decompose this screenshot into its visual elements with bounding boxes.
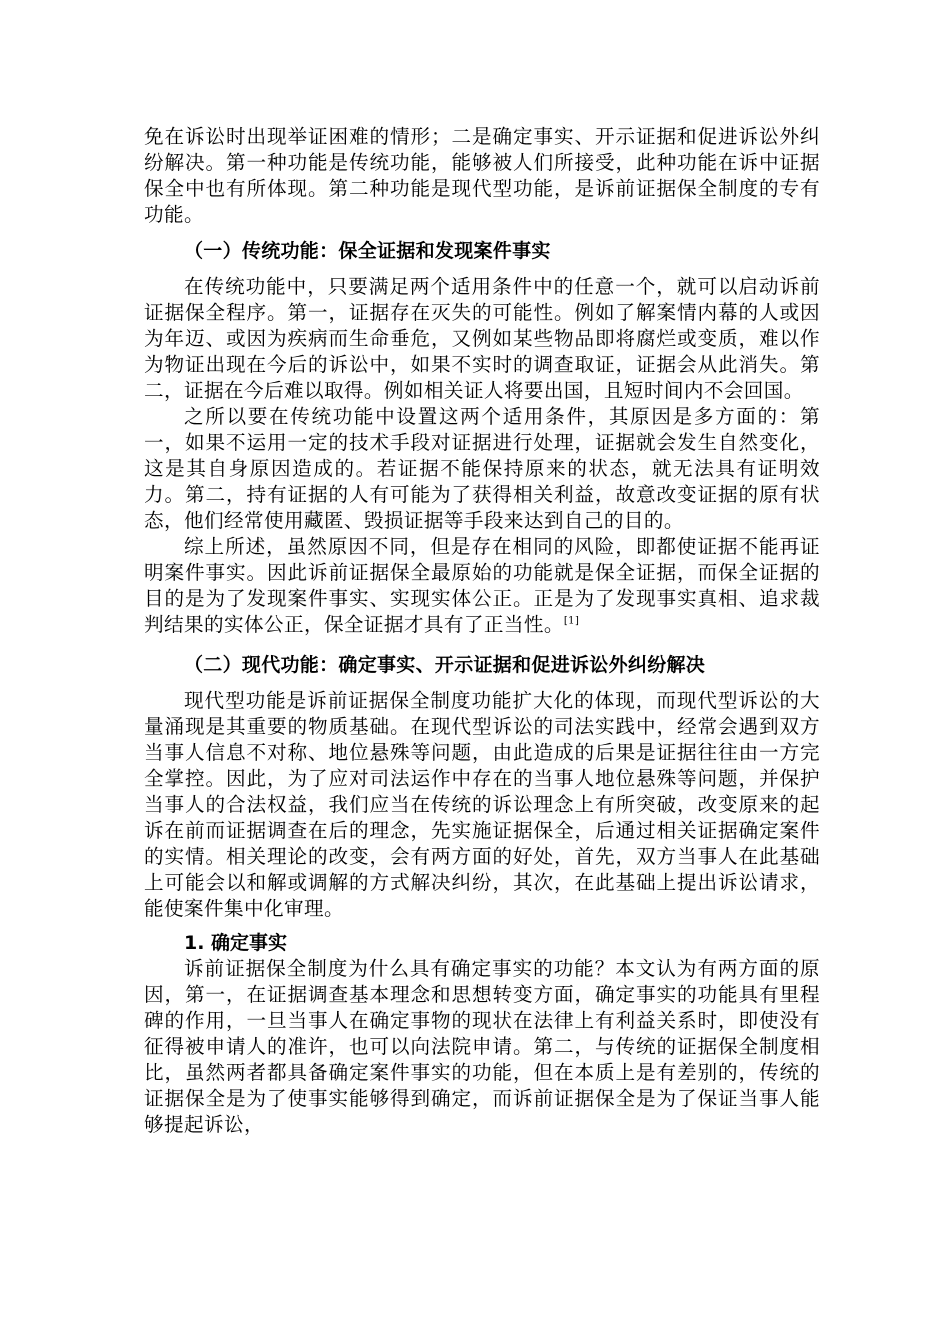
heading-modern-function: （二）现代功能：确定事实、开示证据和促进诉讼外纠纷解决	[184, 654, 706, 676]
footnote-reference[interactable]: [1]	[563, 615, 580, 627]
paragraph-summary-text: 综上所述，虽然原因不同，但是存在相同的风险，即都使证据不能再证明案件事实。因此诉前证据保全最原始的功能就是保全证据，而保全证据的目的是为了发现案件事实、实现实体公正。正是为了发现事实真相、追求裁判结果的实体公正，保全证据才具有了正当性。	[144, 535, 820, 636]
paragraph-intro-continued: 免在诉讼时出现举证困难的情形；二是确定事实、开示证据和促进诉讼外纠纷解决。第一种功能是传统功能，能够被人们所接受，此种功能在诉中证据保全中也有所体现。第二种功能是现代型功能，是诉前证据保全制度的专有功能。	[144, 125, 820, 226]
heading-determine-facts: 1. 确定事实	[184, 932, 288, 954]
paragraph-condition-reasons: 之所以要在传统功能中设置这两个适用条件，其原因是多方面的：第一，如果不运用一定的技术手段对证据进行处理，证据就会发生自然变化，这是其自身原因造成的。若证据不能保持原来的状态，就无法具有证明效力。第二，持有证据的人有可能为了获得相关利益，故意改变证据的原有状态，他们经常使用藏匿、毁损证据等手段来达到自己的目的。	[144, 405, 820, 532]
document-page	[144, 124, 820, 1138]
paragraph-traditional-conditions: 在传统功能中，只要满足两个适用条件中的任意一个，就可以启动诉前证据保全程序。第一，证据存在灭失的可能性。例如了解案情内幕的人或因为年迈、或因为疾病而生命垂危，又例如某些物品即将腐烂或变质，难以作为物证出现在今后的诉讼中，如果不实时的调查取证，证据会从此消失。第二，证据在今后难以取得。例如相关证人将要出国，且短时间内不会回国。	[144, 275, 820, 402]
paragraph-modern-function: 现代型功能是诉前证据保全制度功能扩大化的体现，而现代型诉讼的大量涌现是其重要的物质基础。在现代型诉讼的司法实践中，经常会遇到双方当事人信息不对称、地位悬殊等问题，由此造成的后果是证据往往由一方完全掌控。因此，为了应对司法运作中存在的当事人地位悬殊等问题，并保护当事人的合法权益，我们应当在传统的诉讼理念上有所突破，改变原来的起诉在前而证据调查在后的理念，先实施证据保全，后通过相关证据确定案件的实情。相关理论的改变，会有两方面的好处，首先，双方当事人在此基础上可能会以和解或调解的方式解决纠纷，其次，在此基础上提出诉讼请求，能使案件集中化审理。	[144, 689, 820, 920]
paragraph-determine-facts: 诉前证据保全制度为什么具有确定事实的功能？本文认为有两方面的原因，第一，在证据调查基本理念和思想转变方面，确定事实的功能具有里程碑的作用，一旦当事人在确定事物的现状在法律上有利益关系时，即使没有征得被申请人的准许，也可以向法院申请。第二，与传统的证据保全制度相比，虽然两者都具备确定案件事实的功能，但在本质上是有差别的，传统的证据保全是为了使事实能够得到确定，而诉前证据保全是为了保证当事人能够提起诉讼，	[144, 957, 820, 1136]
paragraph-summary	[144, 534, 820, 638]
heading-traditional-function: （一）传统功能：保全证据和发现案件事实	[184, 240, 551, 262]
